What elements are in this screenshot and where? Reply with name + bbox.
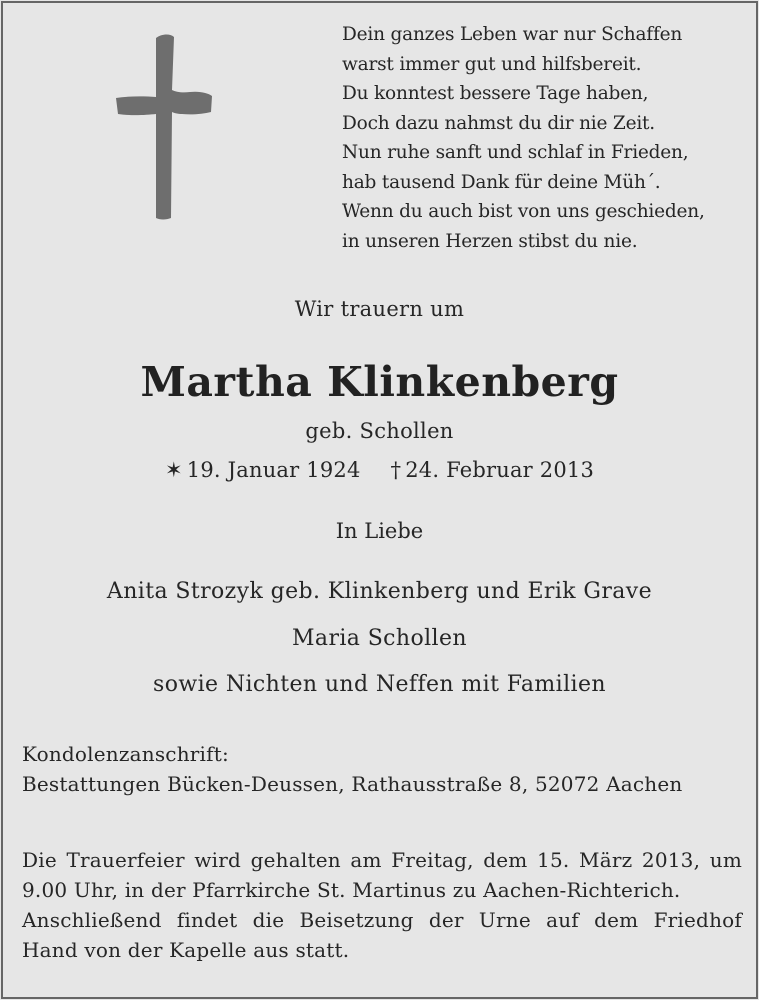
- poem-line: in unseren Herzen stibst du nie.: [342, 230, 638, 252]
- funeral-info: [22, 845, 742, 965]
- address-line: Bestattungen Bücken-Deussen, Rathausstraße 8, 52072 Aachen: [22, 772, 683, 796]
- poem-line: Du konntest bessere Tage haben,: [342, 83, 649, 104]
- funeral-line: 9.00 Uhr, in der Pfarrkirche St. Martinus zu Aachen-Richterich.: [22, 878, 681, 902]
- birth-date: 19. Januar 1924: [186, 458, 361, 482]
- death-date: 24. Februar 2013: [405, 458, 595, 482]
- maiden-name: geb. Schollen: [305, 419, 454, 443]
- funeral-line: Die Trauerfeier wird gehalten am Freitag, dem 15. März 2013, um: [22, 848, 742, 872]
- poem-line: Doch dazu nahmst du dir nie Zeit.: [342, 112, 655, 134]
- cross-icon: [112, 30, 216, 222]
- mourner-line: sowie Nichten und Neffen mit Familien: [153, 672, 606, 697]
- deceased-name: Martha Klinkenberg: [140, 358, 619, 406]
- birth-star-icon: ✶: [164, 458, 183, 482]
- poem-line: hab tausend Dank für deine Müh´.: [342, 171, 661, 193]
- life-dates: [0, 455, 759, 485]
- poem-line: Nun ruhe sanft und schlaf in Frieden,: [342, 142, 689, 163]
- mourner-line: Anita Strozyk geb. Klinkenberg und Erik Grave: [106, 579, 653, 604]
- poem-line: warst immer gut und hilfsbereit.: [342, 53, 642, 75]
- poem-line: Wenn du auch bist von uns geschieden,: [342, 201, 705, 222]
- funeral-line: Anschließend findet die Beisetzung der Urne auf dem Friedhof: [22, 908, 742, 932]
- address-label: Kondolenzanschrift:: [22, 742, 229, 766]
- condolence-address: [22, 739, 742, 799]
- poem: [342, 20, 742, 256]
- intro-text: Wir trauern um: [294, 297, 465, 321]
- in-love-text: In Liebe: [335, 519, 424, 543]
- mourner-line: Maria Schollen: [292, 626, 467, 651]
- death-cross-icon: †: [390, 458, 402, 482]
- poem-line: Dein ganzes Leben war nur Schaffen: [342, 24, 683, 45]
- funeral-line: Hand von der Kapelle aus statt.: [22, 938, 350, 962]
